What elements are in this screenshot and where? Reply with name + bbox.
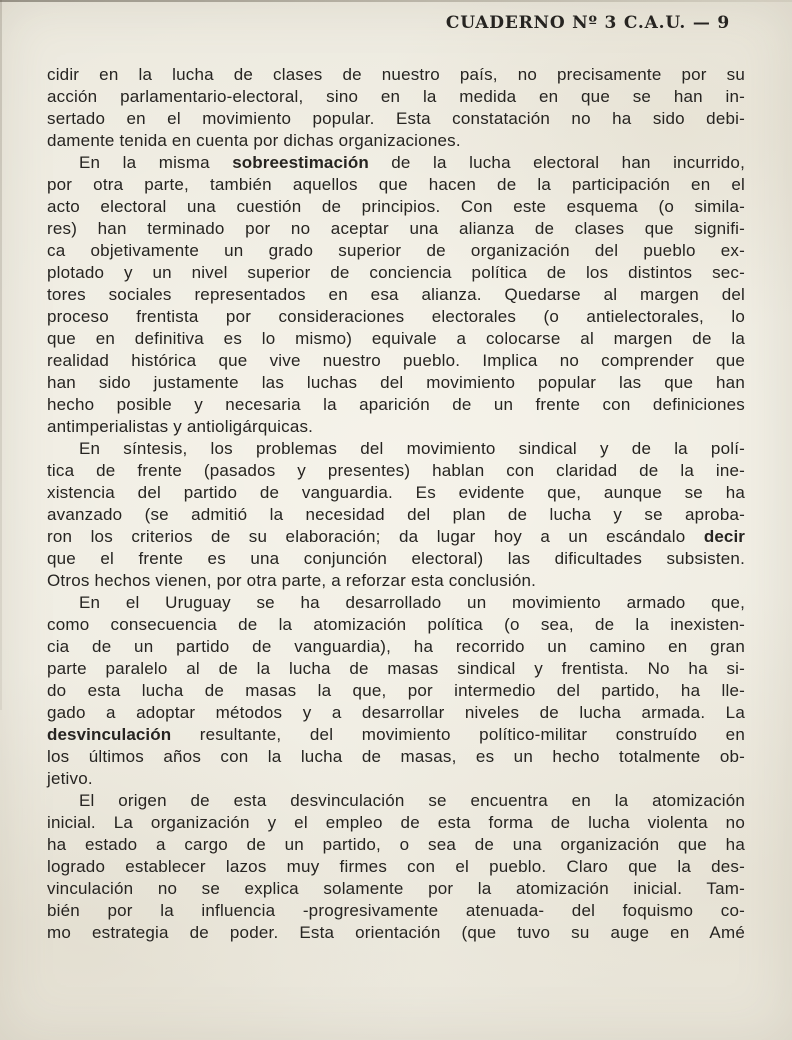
text-line: vinculación no se explica solamente por la atomización inicial. Tam- [47,879,745,898]
text-line: En síntesis, los problemas del movimiento sindical y de la polí- [79,439,745,458]
text-line: inicial. La organización y el empleo de esta forma de lucha violenta no [47,813,745,832]
text-line: bién por la influencia -progresivamente atenuada- del foquismo co- [47,901,745,920]
text-line: proceso frentista por consideraciones electorales (o antielectorales, lo [47,307,745,326]
text-line: jetivo. [47,769,93,788]
text-line: cidir en la lucha de clases de nuestro país, no precisamente por su [47,65,745,84]
text-line: realidad histórica que vive nuestro pueblo. Implica no comprender que [47,351,745,370]
text-line: En la misma sobreestimación de la lucha electoral han incurrido, [79,153,746,172]
body-text [47,64,745,944]
text-line: ca objetivamente un grado superior de organización del pueblo ex- [47,241,745,260]
text-line: Otros hechos vienen, por otra parte, a reforzar esta conclusión. [47,571,537,590]
text-line: El origen de esta desvinculación se encuentra en la atomización [79,791,745,810]
text-line: por otra parte, también aquellos que hacen de la participación en el [47,175,745,194]
text-line: como consecuencia de la atomización política (o sea, de la inexisten- [47,615,745,634]
text-line: damente tenida en cuenta por dichas organizaciones. [47,131,461,150]
text-line: xistencia del partido de vanguardia. Es evidente que, aunque se ha [47,483,745,502]
text-line: acción parlamentario-electoral, sino en la medida en que se han in- [47,87,745,106]
page-footer: CUADERNO Nº 3 C.A.U. — 9 [445,13,730,33]
text-line: hecho posible y necesaria la aparición de un frente con definiciones [47,395,745,414]
text-line: desvinculación resultante, del movimiento político-militar construído en [47,725,745,744]
text-line: cia de un partido de vanguardia), ha recorrido un camino en gran [47,637,745,656]
text-line: han sido justamente las luchas del movimiento popular las que han [47,373,745,392]
text-line: sertado en el movimiento popular. Esta constatación no ha sido debi- [47,109,745,128]
text-line: res) han terminado por no aceptar una alianza de clases que signifi- [47,219,745,238]
text-line: plotado y un nivel superior de conciencia política de los distintos sec- [47,263,745,282]
scan-left-edge-artifact [0,0,2,710]
text-line: ha estado a cargo de un partido, o sea de una organización que ha [47,835,745,854]
text-line: avanzado (se admitió la necesidad del plan de lucha y se aproba- [47,505,745,524]
text-line: tores sociales representados en esa alianza. Quedarse al margen del [47,285,745,304]
text-line: logrado establecer lazos muy firmes con el pueblo. Claro que la des- [47,857,745,876]
scan-top-edge-artifact [0,0,792,2]
text-line: acto electoral una cuestión de principios. Con este esquema (o simila- [47,197,745,216]
text-line: parte paralelo al de la lucha de masas sindical y frentista. No ha si- [47,659,745,678]
text-line: antimperialistas y antioligárquicas. [47,417,314,436]
text-line: gado a adoptar métodos y a desarrollar niveles de lucha armada. La [47,703,745,722]
text-line: los últimos años con la lucha de masas, es un hecho totalmente ob- [47,747,745,766]
text-line: En el Uruguay se ha desarrollado un movimiento armado que, [79,593,745,612]
text-line: mo estrategia de poder. Esta orientación (que tuvo su auge en Amé [47,923,745,942]
text-line: ron los criterios de su elaboración; da lugar hoy a un escándalo decir [47,527,745,546]
text-line: tica de frente (pasados y presentes) hablan con claridad de la ine- [47,461,745,480]
text-line: que en definitiva es lo mismo) equivale a colocarse al margen de la [47,329,745,348]
text-line: do esta lucha de masas la que, por intermedio del partido, ha lle- [47,681,745,700]
text-line: que el frente es una conjunción electoral) las dificultades subsisten. [47,549,745,568]
